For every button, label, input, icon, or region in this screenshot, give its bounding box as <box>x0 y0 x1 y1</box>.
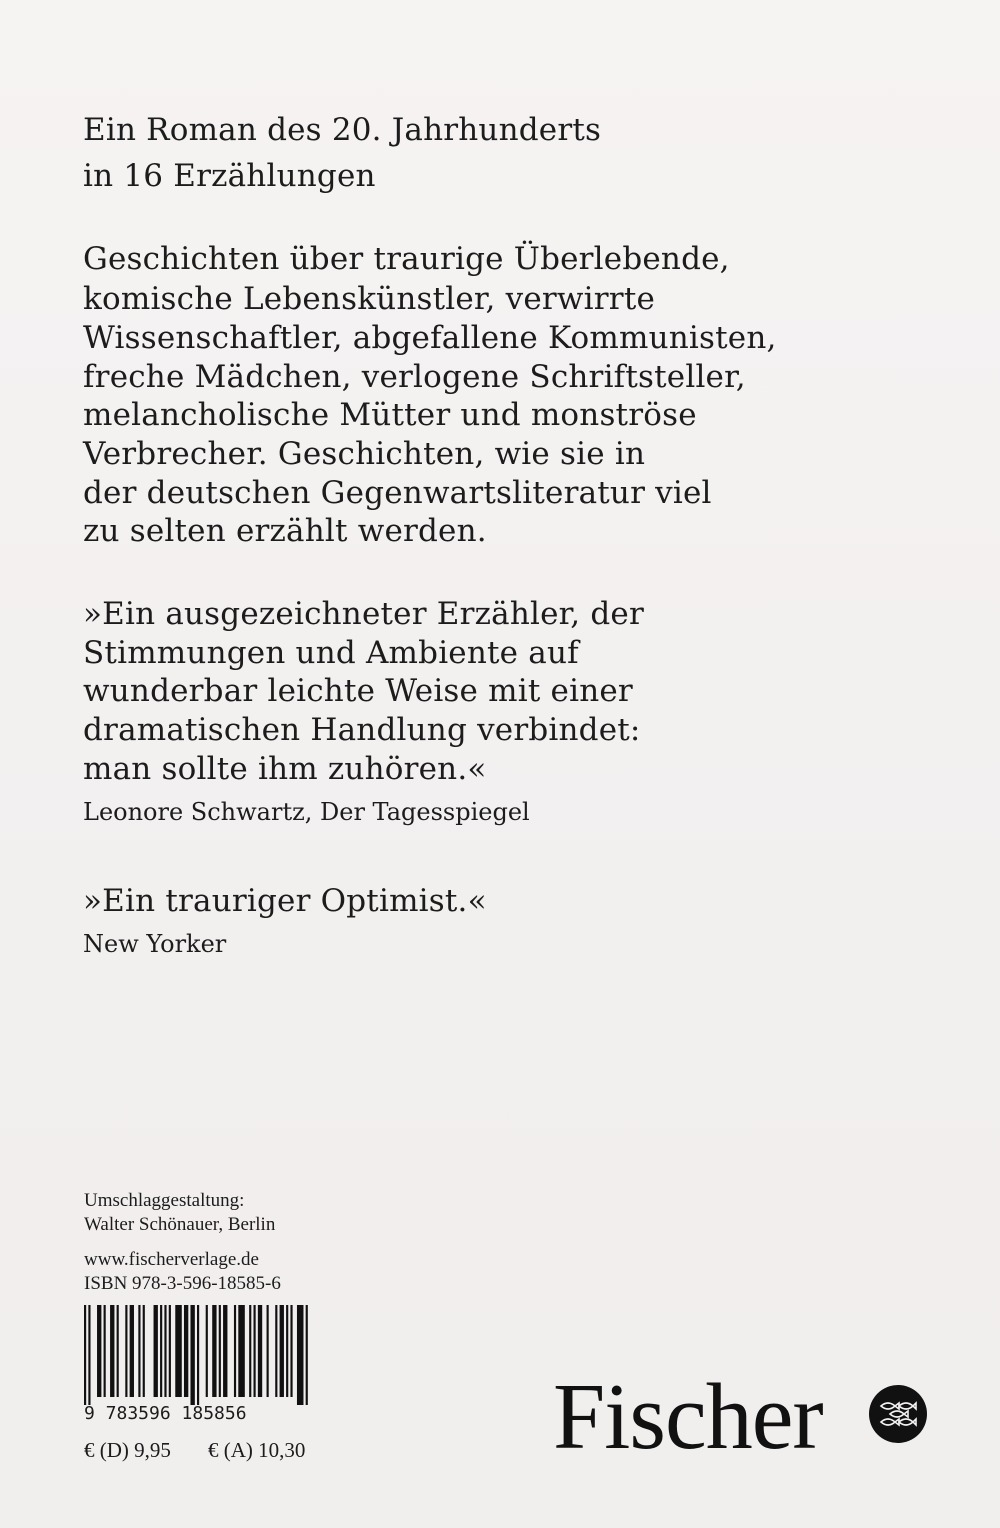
barcode-bar <box>88 1305 90 1405</box>
barcode-bar <box>117 1305 119 1397</box>
barcode-bar <box>160 1305 162 1397</box>
headline-line-2: in 16 Erzählungen <box>83 158 376 194</box>
barcode-bar <box>138 1305 140 1397</box>
barcode-bar <box>290 1305 292 1397</box>
blurb-line-3: Wissenschaftler, abgefallene Kommunisten, <box>83 320 777 356</box>
isbn: ISBN 978-3-596-18585-6 <box>84 1273 281 1294</box>
barcode-bar <box>238 1305 245 1397</box>
quote-1-line-4: dramatischen Handlung verbindet: <box>83 712 641 748</box>
barcode-bar <box>175 1305 182 1397</box>
quote-1-line-3: wunderbar leichte Weise mit einer <box>83 673 633 709</box>
barcode-bar <box>286 1305 288 1397</box>
barcode-bar <box>154 1305 158 1397</box>
quote-1-line-1: »Ein ausgezeichneter Erzähler, der <box>83 596 645 632</box>
barcode-bar <box>197 1305 199 1405</box>
blurb-line-6: Verbrecher. Geschichten, wie sie in <box>83 436 646 472</box>
barcode-bar <box>206 1305 208 1397</box>
blurb-line-1: Geschichten über traurige Überlebende, <box>83 241 730 277</box>
blurb-line-2: komische Lebenskünstler, verwirrte <box>83 281 656 317</box>
cover-design-label: Umschlaggestaltung: <box>84 1190 245 1211</box>
barcode-bar <box>306 1305 308 1405</box>
barcode-bar <box>97 1305 101 1397</box>
barcode-bar <box>280 1305 284 1397</box>
blurb-line-7: der deutschen Gegenwartsliteratur viel <box>83 475 712 511</box>
publisher-name: Fischer <box>553 1365 823 1469</box>
barcode-bar <box>297 1305 304 1405</box>
price-austria: € (A) 10,30 <box>208 1438 306 1462</box>
barcode-bar <box>143 1305 145 1397</box>
barcode-bar <box>110 1305 114 1397</box>
fischer-fish-logo-icon <box>868 1384 928 1444</box>
barcode-bar <box>212 1305 216 1397</box>
barcode-bar <box>223 1305 227 1397</box>
blurb-line-8: zu selten erzählt werden. <box>83 513 487 549</box>
barcode-bar <box>254 1305 256 1397</box>
barcode-bar <box>249 1305 251 1397</box>
barcode-bar <box>84 1305 86 1405</box>
barcode-bar <box>258 1305 262 1397</box>
barcode-bar <box>184 1305 188 1397</box>
publisher-website: www.fischerverlage.de <box>84 1249 259 1270</box>
price-germany: € (D) 9,95 <box>84 1438 171 1462</box>
barcode-bar <box>275 1305 277 1397</box>
quote-2-line: »Ein trauriger Optimist.« <box>83 883 487 919</box>
barcode-bar <box>130 1305 134 1397</box>
barcode-digits: 9 783596 185856 <box>84 1403 247 1424</box>
quote-1-line-5: man sollte ihm zuhören.« <box>83 751 487 787</box>
barcode-bar <box>169 1305 171 1397</box>
blurb-line-5: melancholische Mütter und monströse <box>83 397 697 433</box>
quote-2-source: New Yorker <box>83 930 227 958</box>
barcode-bar <box>267 1305 269 1397</box>
barcode-bar <box>104 1305 106 1397</box>
headline-line-1: Ein Roman des 20. Jahrhunderts <box>83 112 602 148</box>
cover-designer: Walter Schönauer, Berlin <box>84 1214 276 1235</box>
barcode <box>84 1305 310 1405</box>
barcode-bar <box>125 1305 127 1397</box>
barcode-bar <box>219 1305 221 1397</box>
quote-1-source: Leonore Schwartz, Der Tagesspiegel <box>83 798 530 826</box>
barcode-bar <box>234 1305 236 1397</box>
quote-1-line-2: Stimmungen und Ambiente auf <box>83 635 579 671</box>
barcode-bar <box>190 1305 194 1405</box>
barcode-bar <box>164 1305 166 1397</box>
blurb-line-4: freche Mädchen, verlogene Schriftsteller, <box>83 359 746 395</box>
